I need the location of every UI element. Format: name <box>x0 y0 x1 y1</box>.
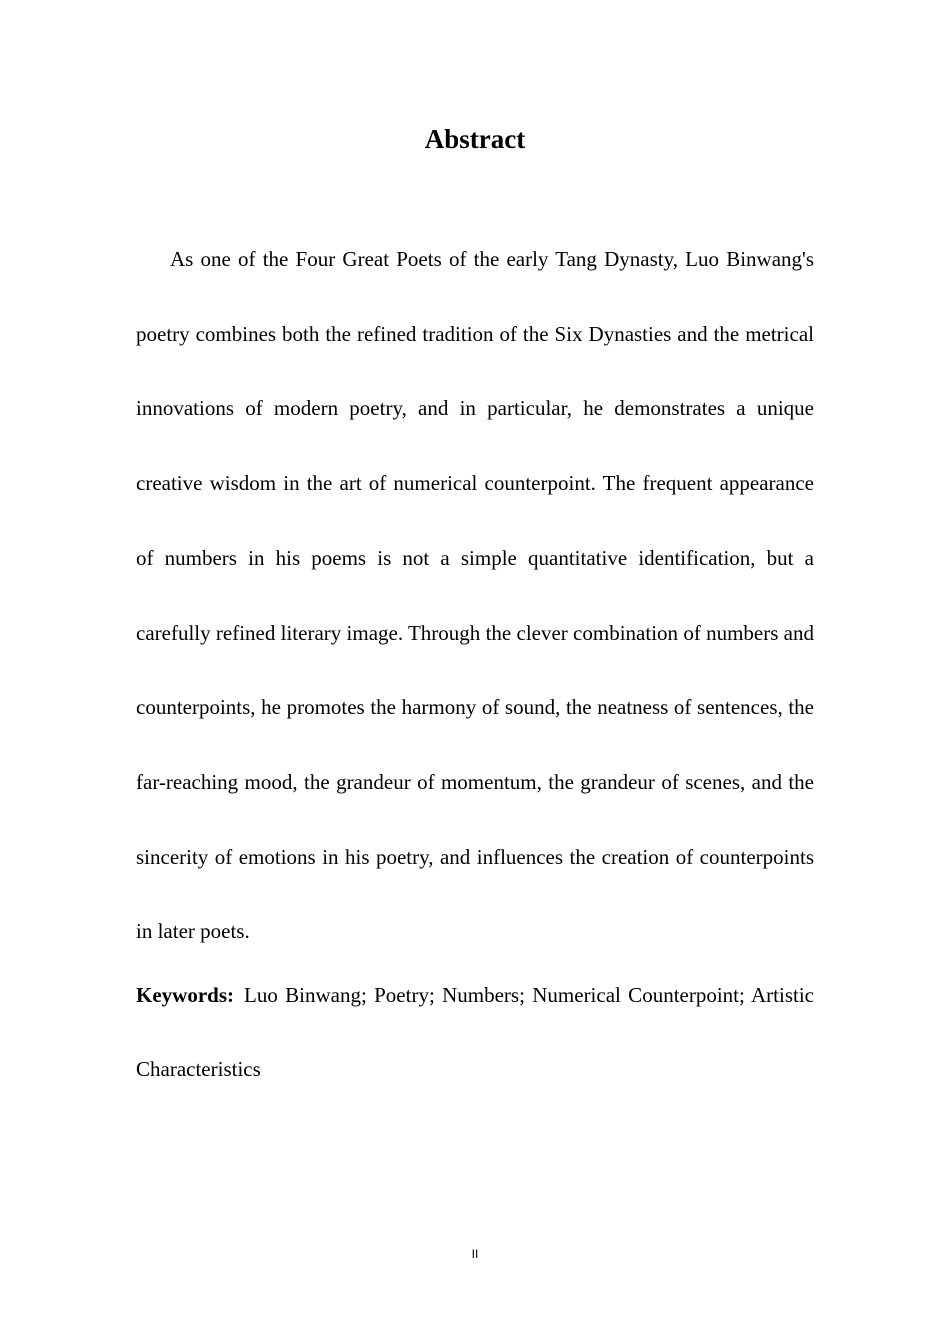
keywords-value: Luo Binwang; Poetry; Numbers; Numerical Counterpoint; Artistic Characteristics <box>136 983 814 1081</box>
page-number: II <box>471 1247 479 1261</box>
keywords-label: Keywords: <box>136 983 234 1007</box>
keywords-line <box>136 958 814 1106</box>
abstract-paragraph: As one of the Four Great Poets of the early Tang Dynasty, Luo Binwang's poetry combines both the refined tradition of the Six Dynasties and the metrical innovations of modern poetry, and in particular, he demonstrates a unique creative wisdom in the art of numerical counterpoint. The frequent appearance of numbers in his poems is not a simple quantitative identification, but a carefully refined literary image. Through the clever combination of numbers and counterpoints, he promotes the harmony of sound, the neatness of sentences, the far-reaching mood, the grandeur of momentum, the grandeur of scenes, and the sincerity of emotions in his poetry, and influences the creation of counterpoints in later poets. <box>136 247 814 944</box>
page-title: Abstract <box>424 124 526 154</box>
